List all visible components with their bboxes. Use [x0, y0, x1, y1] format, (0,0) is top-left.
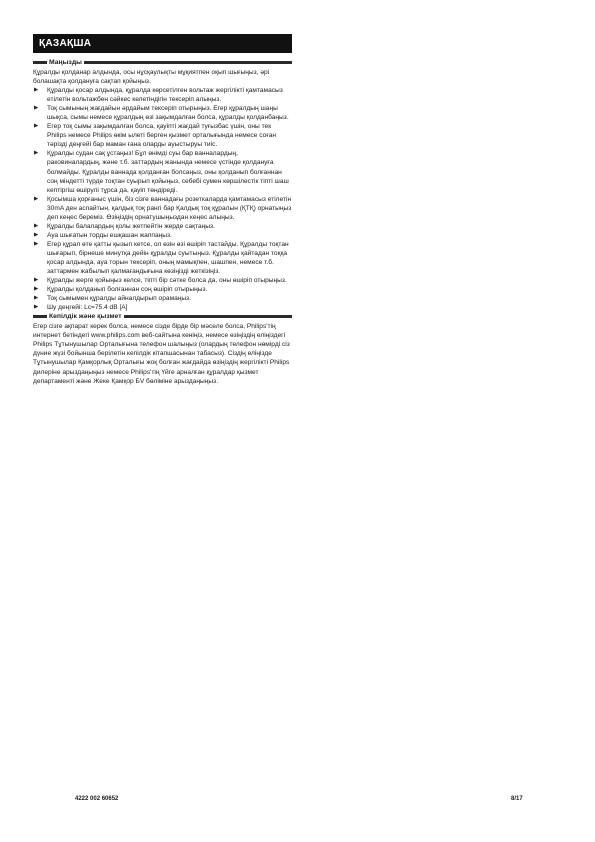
bullet-icon: ▶ — [34, 87, 39, 94]
list-item-text: Құралды қосар алдында, құралда көрсетілген вольтаж жергілікті қамтамасыз етілетін вольтажбен сәйкес келетіндігін тексеріп алыңыз. — [47, 87, 283, 104]
list-item-text: Егер тоқ сымы зақымдалған болса, қауіпті жағдай туғызбас үшін, оны тек Philips немесе Philips өкім ылеті берген қызмет орталығында немесе соған тәрізді деңгейі бар маман ғана оларды ауыстыруы тиіс. — [47, 123, 277, 149]
list-item — [33, 303, 292, 312]
list-item-text: Қосымша қорғаныс үшін, біз сізге ваннадағы розеткаларда қамтамасыз етілетін 30mA ден аспайтын, қалдық тоқ рангі бар Қалдық тоқ құралын (ҚТҚ) орнатыңыз деп кеңес береміз. Өзіңіздің орнатушыңыздан кеңес алыңыз. — [47, 195, 292, 221]
list-item — [33, 222, 292, 231]
safety-list — [33, 86, 292, 312]
bullet-icon: ▶ — [34, 222, 39, 229]
list-item-text: Тоқ сымының жағдайын әрдайым тексеріп отырыңыз. Егер құралдың шаңы шықса, сымы немесе құралдың өзі зақымдалған болса, құралды қолданбаңыз. — [47, 105, 289, 122]
guarantee-paragraph: Егер сізге ақпарат керек болса, немесе сізде бірде бір мәселе болса, Philips'тің интернет бетіндегі www.philips.com веб-сайтына кеніңіз, немесе өзіңіздің еліңіздегі Philips Тұтынушылар Орталығына телефон шалыңыз (олардың телефон нөмірді сіз дүние жүзі бойынша берілетін кепілдік кітапшасынан табасыз). Сіздің еліңізде Тұтынушылар Қамқорлық Орталығы жоқ болған жағдайда өзіңіздің жергілікті Philips дилеріне арыздаңыңыз немесе Philips'тің Үйге арналған құралдар қызмет департаменті және Жеке Қамқор БV бөліміне арыздаңыңыз. — [33, 323, 290, 385]
list-item — [33, 86, 292, 104]
bullet-icon: ▶ — [34, 195, 39, 202]
document-body — [33, 58, 292, 386]
bullet-icon: ▶ — [34, 150, 39, 157]
bullet-icon: ▶ — [34, 304, 39, 311]
heading-rule — [84, 61, 292, 64]
bullet-icon: ▶ — [34, 286, 39, 293]
bullet-icon: ▶ — [34, 240, 39, 247]
intro-paragraph: Құралды қолданар алдында, осы нұсқаулықты мұқиятпен оқып шығыңыз, әрі болашақта қолдануға сақтап қойыңыз. — [33, 69, 270, 86]
section-title-important: Маңызды — [49, 58, 82, 66]
page-number: 8/17 — [511, 796, 523, 802]
bullet-icon: ▶ — [34, 277, 39, 284]
list-item-text: Егер құрал өте қатты қызып кетсе, ол өзін өзі өшіріп тастайды. Құралды тоқтан шығарып, бірнеше минутқа дейін құралды суытыңыз. Құралды қайтадан тоққа қосар алдында, ауа торын тексеріп, оның мамықпен, шашпен, немесе т.б. заттармен жабылып қалмағандығына көзіңізді жеткізіңіз. — [47, 240, 289, 276]
section-title-guarantee: Кепілдік және қызмет — [49, 313, 122, 321]
list-item — [33, 276, 292, 285]
bullet-icon: ▶ — [34, 295, 39, 302]
language-title: ҚАЗАҚША — [39, 38, 92, 49]
list-item — [33, 149, 292, 194]
list-item-text: Шу деңгейі: Lc=75.4 dB [A] — [47, 304, 128, 312]
list-item — [33, 195, 292, 222]
language-header-bar — [33, 34, 292, 53]
list-item-text: Құралды қолданып болғаннан соң өшіріп отырыңыз. — [47, 286, 208, 294]
section-heading-important — [33, 58, 292, 67]
section-heading-guarantee — [33, 312, 292, 321]
list-item-text: Құралды судан сақ ұстаңыз! Бұл өнімді суы бар ванналардың, раковиналардың, және т.б. заттардың жанында немесе үстінде қолдануға болмайды. Құралды ваннада қолданған болсаңыз, оны қолданып болғаннан соң міндетті түрде тоқтан суырып қойыңыз, себебі сумен көршілестік тіпті шаш кептіргіш өшірулі тұрса да, қауіп төндіреді. — [47, 150, 289, 194]
list-item — [33, 294, 292, 303]
list-item-text: Құралды балалардың қолы жетпейтін жерде сақтаңыз. — [47, 222, 215, 230]
bullet-icon: ▶ — [34, 231, 39, 238]
list-item — [33, 240, 292, 276]
list-item — [33, 122, 292, 149]
list-item-text: Құралды жерге қойыңыз келсе, тіпті бір сәтке болса да, оны өшіріп отырыңыз. — [47, 277, 287, 285]
heading-left-block — [33, 61, 47, 64]
bullet-icon: ▶ — [34, 123, 39, 130]
list-item — [33, 231, 292, 240]
heading-rule — [124, 315, 292, 318]
bullet-icon: ▶ — [34, 105, 39, 112]
list-item-text: Тоқ сымымен құралды айналдырып орамаңыз. — [47, 295, 191, 303]
document-code: 4222 002 60652 — [75, 796, 119, 802]
heading-left-block — [33, 315, 47, 318]
list-item — [33, 104, 292, 122]
list-item-text: Ауа шығатын торды ешқашан жаппаңыз. — [47, 231, 172, 239]
list-item — [33, 285, 292, 294]
